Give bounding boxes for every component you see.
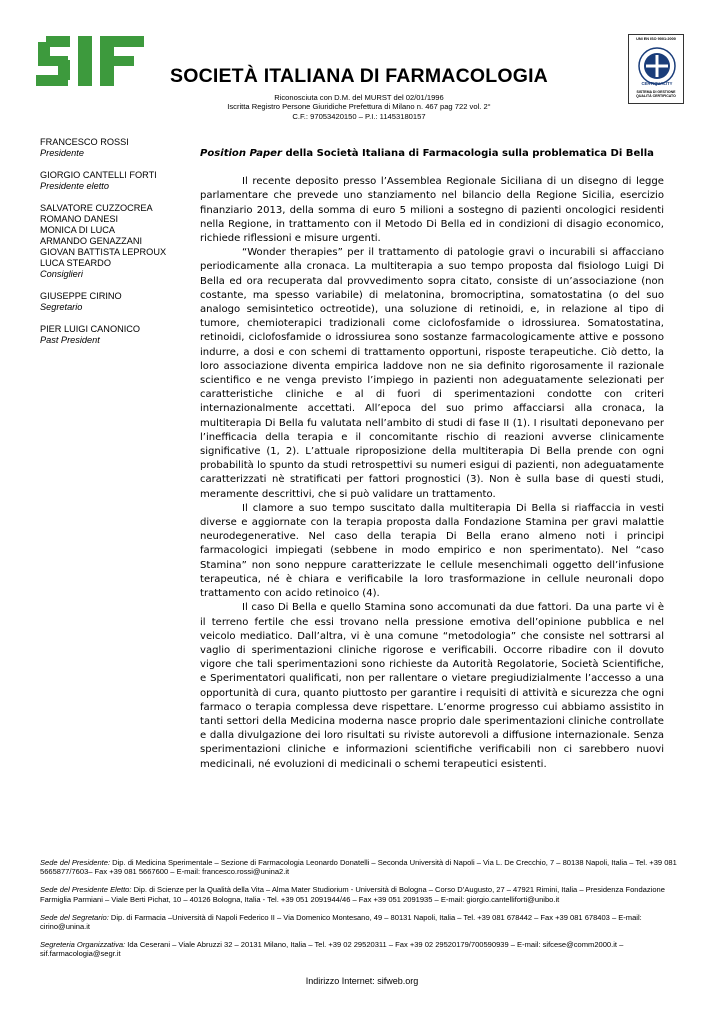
certiquality-emblem-icon bbox=[637, 43, 677, 89]
organization-title: SOCIETÀ ITALIANA DI FARMACOLOGIA bbox=[170, 65, 548, 87]
title-rest: della Società Italiana di Farmacologia sulla problematica Di Bella bbox=[281, 148, 654, 159]
certification-caption: SISTEMA DI GESTIONE QUALITÀ CERTIFICATO bbox=[636, 90, 676, 99]
title-italic: Position Paper bbox=[200, 148, 282, 159]
board-group bbox=[40, 324, 190, 346]
registration-info bbox=[200, 93, 518, 121]
board-member-name: GIORGIO CANTELLI FORTI bbox=[40, 170, 157, 180]
registration-line: C.F.: 97053420150 – P.I.: 11453180157 bbox=[292, 111, 426, 121]
board-role: Presidente bbox=[40, 148, 84, 158]
website-address[interactable]: Indirizzo Internet: sifweb.org bbox=[305, 976, 419, 986]
board-role: Past President bbox=[40, 335, 100, 345]
footer-addresses bbox=[40, 858, 690, 968]
sif-logo bbox=[36, 36, 144, 86]
board-member-name: SALVATORE CUZZOCREA bbox=[40, 203, 153, 213]
registration-line: Iscritta Registro Persone Giuridiche Prefettura di Milano n. 467 pag 722 vol. 2° bbox=[227, 102, 491, 112]
document-body bbox=[200, 147, 664, 772]
paragraph: Il recente deposito presso l’Assemblea Regionale Siciliana di un disegno di legge parlamentare che prevede uno stanziamento nel bilancio della Regione Sicilia, esercizio finanziario 2013, della somma di euro 5 milioni a sostegno di pazienti oncologici residenti nella Regione, in trattamento con il Metodo Di Bella ed in condizioni di disagio economico, richiede riflessioni e misure urgenti. bbox=[200, 176, 664, 245]
board-member-name: PIER LUIGI CANONICO bbox=[40, 324, 141, 334]
paragraph: “Wonder therapies” per il trattamento di patologie gravi o incurabili si affacciano periodicamente alla cronaca. La multiterapia a suo tempo proposta dal fisiologo Luigi Di Bella ed ora recuperata dal provvedimento sopra citato, consiste di un’associazione (non costante, ma spesso variabile) di melatonina, bromocriptina, somatostatina (o del suo analogo semisintetico octreotide), una soluzione di retinoidi, e, in relazione al tipo di tumore, chemioterapici tradizionali come ciclofosfamide o idrossiurea. Somatostatina, retinoidi, ciclofosfamide o idrossiurea sono sostanze farmacologicamente attive e possono indurre, a dosi e con schemi di trattamento opportuni, risposte terapeutiche. Ciò detto, la loro associazione diventa empirica laddove non ne sia definito rigorosamente il razionale scientifico e ne venga previsto l’impiego in pazienti non adeguatamente selezionati per caratteristiche cliniche e al di fuori di sperimentazioni condotte con criteri internazionalmente accettati. All’epoca del suo primo affacciarsi alla cronaca, la multiterapia Di Bella fu valutata nell’ambito di studi di fase II (1). I risultati deponevano per l’inefficacia della terapia e il concomitante rischio di reazioni avverse clinicamente significative (1, 2). L’attuale riproposizione della multiterapia Di Bella prende con ogni probabilità lo spunto da studi retrospettivi su numeri esigui di pazienti, non adeguatamente caratterizzati nè stratificati per fattori prognostici (3). Non è sulla base di questi studi, meramente descrittivi, che si può validare un trattamento. bbox=[200, 247, 664, 500]
board-member-name: GIOVAN BATTISTA LEPROUX bbox=[40, 247, 167, 257]
board-member-name: MONICA DI LUCA bbox=[40, 225, 116, 235]
footer-entry: Segreteria Organizzativa: Ida Ceserani – Viale Abruzzi 32 – 20131 Milano, Italia – Tel. +39 02 29520311 – Fax +39 02 29520179/700590939 – E-mail: sifcese@comm2000.it – sif.farmacologia@segr.it bbox=[40, 940, 624, 959]
document-title bbox=[200, 147, 664, 161]
footer-entry: Sede del Presidente Eletto: Dip. di Scienze per la Qualità della Vita – Alma Mater Studiorium - Università di Bologna – Corso D’Augusto, 27 – 47921 Rimini, Italia – Presidenza Fondazione Farmiglia Parmiani – Viale Berti Pichat, 10 – 40126 Bologna, Italia - Tel. +39 051 2091944/46 – Fax +39 051 2091935 – E-mail: giorgio.cantelliforti@unibo.it bbox=[40, 885, 665, 904]
certification-standard: UNI EN ISO 9001:2000 bbox=[636, 37, 676, 41]
board-role: Segretario bbox=[40, 302, 83, 312]
registration-line: Riconosciuta con D.M. del MURST del 02/01/1996 bbox=[274, 93, 444, 102]
board-member-name: FRANCESCO ROSSI bbox=[40, 137, 129, 147]
board-member-name: GIUSEPPE CIRINO bbox=[40, 291, 122, 301]
footer-entry: Sede del Presidente: Dip. di Medicina Sperimentale – Sezione di Farmacologia Leonardo Donatelli – Seconda Università di Napoli – Via L. De Crecchio, 7 – 80138 Napoli, Italia – Tel. +39 081 5665877/7603– Fax +39 081 5667600 – E-mail: francesco.rossi@unina2.it bbox=[40, 858, 677, 877]
board-members-sidebar bbox=[40, 137, 190, 357]
board-group bbox=[40, 291, 190, 313]
board-group bbox=[40, 137, 190, 159]
board-role: Presidente eletto bbox=[40, 181, 109, 191]
board-group bbox=[40, 203, 190, 280]
board-role: Consiglieri bbox=[40, 269, 83, 279]
board-member-name: LUCA STEARDO bbox=[40, 258, 111, 268]
footer-entry: Sede del Segretario: Dip. di Farmacia –Università di Napoli Federico II – Via Domenico Montesano, 49 – 80131 Napoli, Italia – Tel. +39 081 678442 – Fax +39 081 678403 – E-mail: cirino@unina.it bbox=[40, 912, 642, 932]
paragraph: Il caso Di Bella e quello Stamina sono accomunati da due fattori. Da una parte vi è il terreno fertile che essi trovano nella pressione emotiva dell’opinione pubblica e nel veicolo mediatico. Dall’altra, vi è una comune “metodologia” che consiste nel sottrarsi al vaglio di sperimentazioni cliniche rigorose e verificabili. Occorre ribadire con il dovuto vigore che tali sperimentazioni sono richieste da Autorità Regolatorie, Società Scientifiche, e Sperimentatori qualificati, non per rallentare o vietare pregiudizialmente l’accesso a una opportunità di cura, quanto piuttosto per garantire i requisiti di attività e sicurezza che ogni farmaco o terapia complessa deve rispettare. L’enorme progresso cui abbiamo assistito in tanti settori della Medicina moderna nasce proprio dale sperimentazioni cliniche controllate e dalla divulgazione dei loro risultati su riviste autorevoli a diffusione internazionale. Senza sperimentazioni cliniche e informazioni scientifiche verificabili non ci sarebbero nuovi medicinali, né evoluzioni di medicinali o schemi terapeutici esistenti. bbox=[200, 602, 664, 770]
board-group bbox=[40, 170, 190, 192]
board-member-name: ARMANDO GENAZZANI bbox=[40, 236, 143, 246]
certification-word: CERTIQUALITY bbox=[641, 81, 673, 86]
paragraph: Il clamore a suo tempo suscitato dalla multiterapia Di Bella si riaffaccia in vesti diverse e aggiornate con la terapia proposta dalla Fondazione Stamina per gravi malattie neurodegenerative. Nel caso della terapia Di Bella erano almeno noti i principi farmacologici impiegati (sebbene in modo empirico e non sperimentato). Nel “caso Stamina” non sono neppure caratterizzate le cellule mesenchimali oggetto dell’infusione terapeutica, né è chiara e verificabile la loro trasformazione in cellule neuronali dopo trattamento con acido retinoico (4). bbox=[200, 502, 664, 600]
certification-badge bbox=[628, 34, 684, 104]
board-member-name: ROMANO DANESI bbox=[40, 214, 119, 224]
